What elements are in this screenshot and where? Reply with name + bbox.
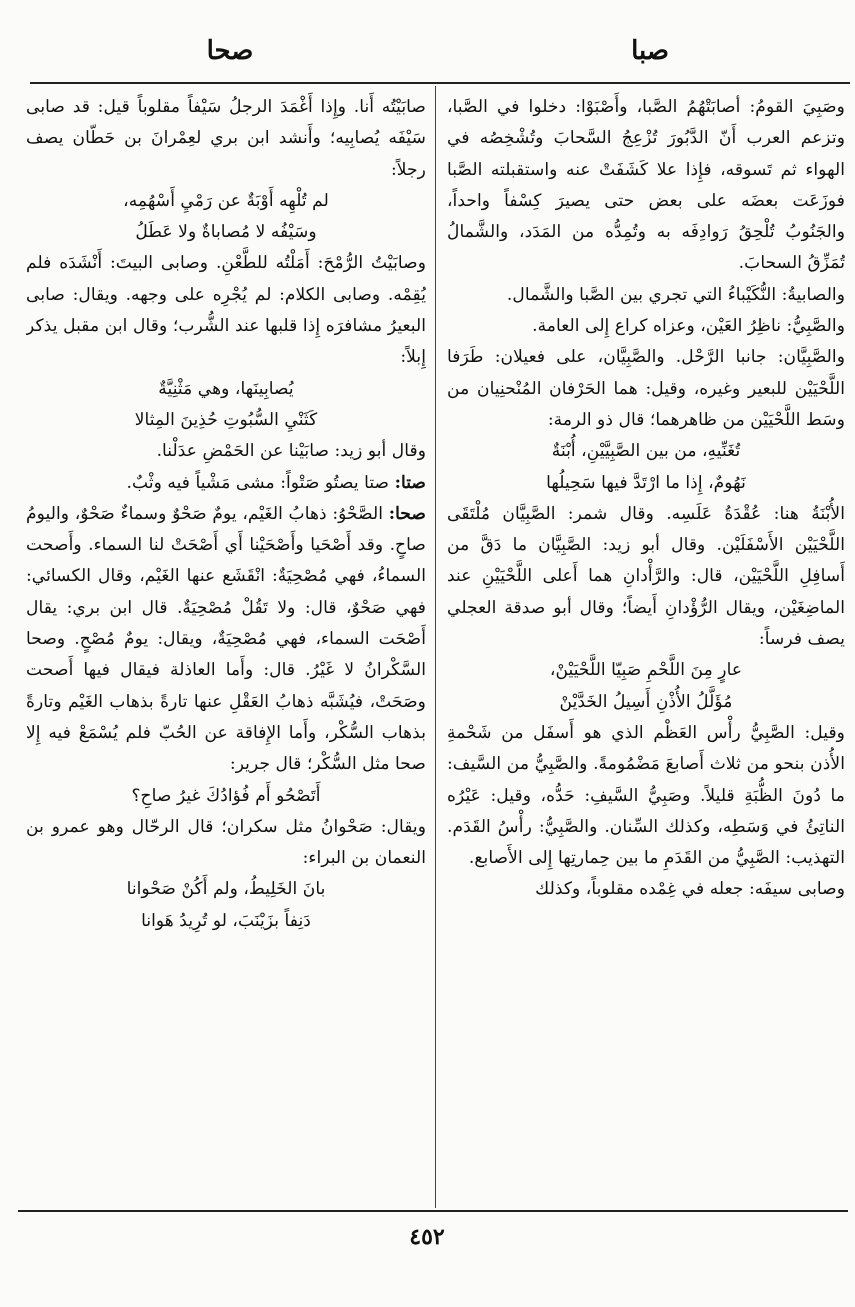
verse-line: وسَيْفُه لا مُصاباةٌ ولا عَطَلُ xyxy=(135,222,317,243)
footer-rule xyxy=(18,1210,848,1212)
verse-line: بانَ الخَلِيطُ، ولم أَكُنْ صَحْوانا xyxy=(126,879,326,900)
verse-line: نَهُومٌ، إِذا ما ارْتَدَّ فيها سَحِيلُها xyxy=(546,472,746,493)
paragraph: صابَيْتُه أَنا. وإِذا أَغْمَدَ الرجلُ سَيْفاً مقلوباً قيل: قد صابى سَيْفَه يُصابِيه؛ وأَنشد ابن بري لعِمْرانَ بن حَطّان يصف رجلاً: xyxy=(26,97,426,180)
entry-headword: صتا: xyxy=(394,472,426,493)
paragraph: وصابَيْتُ الرُّمْحَ: أَمَلْتُه للطَّعْنِ. وصابى البيتَ: أَنْشَدَه فلم يُقِمْه. وصابى الكلام: لم يُجْرِه على وجهه. ويقال: صابى البعيرُ مشافرَه إِذا قلبها عند الشُّرب؛ وقال ابن مقبل يذكر إِبلاً: xyxy=(26,253,426,368)
paragraph: وصابى سيفَه: جعله في غِمْده مقلوباً، وكذلك xyxy=(535,879,845,900)
left-column xyxy=(26,92,426,1208)
entry-paragraph xyxy=(26,468,426,499)
verse-line: كَثَنْيِ السُّبُوتِ حُذِينَ المِثالا xyxy=(134,409,318,430)
paragraph: ويقال: صَحْوانُ مثل سكران؛ قال الرحّال وهو عمرو بن النعمان بن البراء: xyxy=(26,816,426,869)
paragraph: وصَبِيَ القومُ: أصابَتْهُمُ الصَّبا، وأَصْبَوْا: دخلوا في الصَّبا، وتزعم العرب أَنّ الدَّبُورَ تُزْعِجُ السَّحابَ وتُشْخِصُه في الهواء ثم تَسوقه، فإِذا علا كَشَفَتْ عنه واستقبلته الصَّبا فوزَعَت بعضَه على بعض حتى يصيرَ كِسْفاً واحداً، والجَنُوبُ تُلْحِقُ رَوادِفَه به وتُمِدُّه من المَدَد، والشَّمالُ تُمَزِّقُ السحابَ. xyxy=(447,97,845,274)
verse-line: تُغَنِّيهِ، من بين الصَّبِيَّيْنِ، أُبْنَةٌ xyxy=(551,441,741,462)
header-entry-right: صبا xyxy=(631,36,669,66)
entry-paragraph xyxy=(26,499,426,781)
column-divider xyxy=(435,86,436,1208)
verse-line: عارٍ مِنَ اللَّحْمِ صَبِيّا اللَّحْيَيْنْ، xyxy=(549,660,743,681)
verse-line: لم تُلْهِه أَوْبَةٌ عن رَمْيِ أَسْهُمِه، xyxy=(123,190,329,211)
paragraph: والصَّبِيُّ: ناظِرُ العَيْن، وعزاه كراع إِلى العامة. xyxy=(532,316,845,337)
right-column xyxy=(447,92,845,1208)
entry-headword: صحا: xyxy=(388,503,426,524)
verse-line: يُصابِينَها، وهي مَثْنِيَّةٌ xyxy=(158,378,294,399)
entry-text: صتا يصتُو صَتْواً: مشى مَشْياً فيه وثْبٌ. xyxy=(126,472,390,493)
entry-text: الصَّحْوُ: ذهابُ الغَيْم، يومٌ صَحْوٌ وسماءٌ صَحْوٌ، واليومُ صاحٍ. وقد أَصْحَيا وأَصْحَيْنا أَي أَصْحَتْ لنا السماء. وأَصحت السماءُ، فهي مُصْحِيَةٌ: انْقَشَع عنها الغَيْم، وقال الكسائي: فهي صَحْوٌ، قال: ولا تَقُلْ مُصْحِيَةٌ. قال ابن بري: يقال أَصْحَت السماء، فهي مُصْحِيَةٌ، ويقال: يومٌ مُصْحٍ. وصحا السَّكْرانُ لا غَيْرُ. قال: وأَما العاذلة فيقال فيها أَصحت وصَحَتْ، فيُشَبَّه ذهابُ العَقْلِ عنها تارةً بذهاب الغَيْم وتارةً بذهاب السُّكْر، وأَما الإِفاقة عن الحُبّ فلم يُسْمَعْ فيه إِلا صحا مثل السُّكْر؛ قال جرير: xyxy=(26,503,426,775)
paragraph: وقال أبو زيد: صابَيْنا عن الحَمْضِ عدَلْنا. xyxy=(156,441,426,462)
paragraph: الأُبْنَةُ هنا: عُقْدَةُ عَلَسِه. وقال شمر: الصَّبِيَّان مُلْتَقَى اللَّحْيَيْن الأَسْفَلَيْن. وقال أبو زيد: الصَّبِيَّان ما دَقَّ من أَسافِلِ اللَّحْيَيْن، قال: والرَّأْدانِ هما أَعلى اللَّحْيَيْنِ عند الماضِغَيْن، ويقال الرُّؤْدانِ أَيضاً؛ وقال أبو صدقة العجلي يصف فرساً: xyxy=(447,503,845,650)
verse-line: دَنِفاً بزَيْنَبَ، لو تُرِيدُ هَوانا xyxy=(141,910,311,931)
paragraph: والصابيةُ: النُّكَيْباءُ التي تجري بين الصَّبا والشَّمال. xyxy=(506,284,845,305)
verse-line: مُؤَلَّلُ الأُذْنِ أَسِيلُ الخَدَّيْنْ xyxy=(559,691,733,712)
header-entry-left: صحا xyxy=(206,36,254,66)
paragraph: وقيل: الصَّبِيُّ رأْس العَظْم الذي هو أَسفَل من شَحْمةِ الأُذن بنحو من ثلاث أَصابعَ مَضْمُومةً. والصَّبِيُّ من السَّيف: ما دُونَ الظُّبَةِ قليلاً. وصَبِيُّ السَّيفِ: حَدُّه، وقيل: عَيْرُه الناتِئُ في وَسَطِه، وكذلك السِّنان. والصَّبِيُّ: رأْسُ القَدَم. التهذيب: الصَّبِيُّ من القَدَمِ ما بين حِمارتِها إِلى الأَصابع. xyxy=(447,722,845,869)
page-number: ٤٥٢ xyxy=(409,1224,445,1250)
paragraph: والصَّبِيَّان: جانبا الرَّحْل. والصَّبِيَّان، على فعيلان: طَرَفا اللَّحْيَيْن للبعير وغيره، وقيل: هما الحَرْفان المُنْحنِيان من وسَط اللَّحْيَيْن من ظاهرهما؛ قال ذو الرمة: xyxy=(447,347,845,430)
header-rule xyxy=(30,82,850,84)
verse-line: أَتَصْحُو أَم فُؤادُكَ غيرُ صاحِ؟ xyxy=(131,785,321,806)
